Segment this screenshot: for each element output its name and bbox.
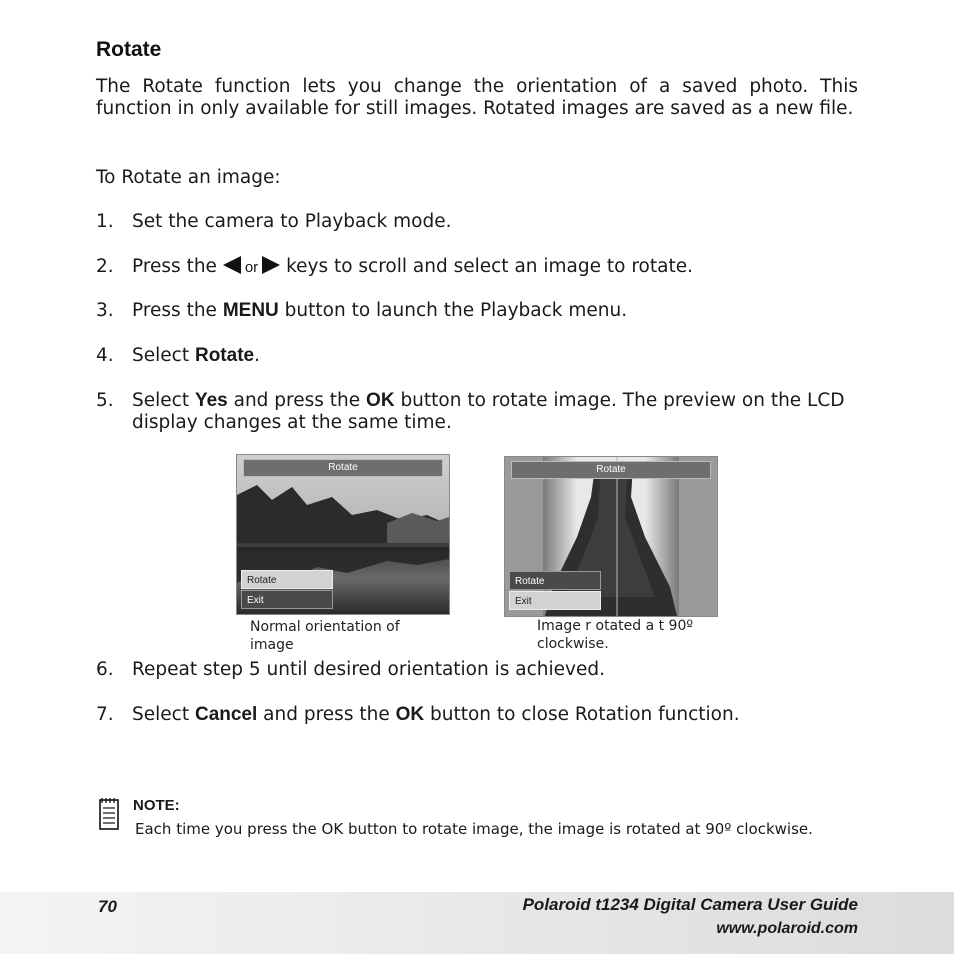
note-text: Each time you press the OK button to rotate image, the image is rotated at 90º clockwise.	[135, 820, 813, 838]
yes-label: Yes	[194, 390, 228, 411]
step-text-mid: and press the	[233, 390, 361, 411]
step-number: 4.	[96, 345, 114, 366]
step-text	[132, 390, 862, 434]
step-text-pre: Select	[132, 345, 190, 366]
step-text: Set the camera to Playback mode.	[132, 211, 452, 232]
step-number: 7.	[96, 704, 114, 725]
caption-rotated: Image r otated a t 90º clockwise.	[537, 618, 693, 652]
menu-key-label: MENU	[222, 300, 279, 321]
step-text	[132, 345, 862, 367]
page-number: 70	[98, 897, 117, 916]
step-text	[132, 704, 862, 726]
caption-normal: Normal orientation of image	[250, 619, 400, 653]
step-text-mid: and press the	[263, 704, 390, 725]
cancel-label: Cancel	[194, 704, 258, 725]
step-text	[132, 256, 862, 279]
step-text-post: button to close Rotation function.	[429, 704, 740, 725]
guide-title: Polaroid t1234 Digital Camera User Guide	[522, 895, 858, 914]
screen-title-bar: Rotate	[243, 459, 443, 477]
intro-paragraph: The Rotate function lets you change the orientation of a saved photo. This function in only available for still images. Rotated images are saved as a new file.	[96, 76, 858, 119]
menu-item-rotate: Rotate	[509, 571, 601, 590]
lcd-screen-normal	[236, 454, 450, 615]
step-number: 3.	[96, 300, 114, 321]
step-text-post: .	[254, 345, 260, 366]
step-number: 2.	[96, 256, 114, 277]
step-text-pre: Select	[132, 704, 190, 725]
lead-text: To Rotate an image:	[96, 167, 281, 188]
screen-title-bar: Rotate	[511, 461, 711, 479]
step-text-pre: Press the	[132, 256, 217, 277]
step-number: 6.	[96, 659, 114, 680]
step-number: 1.	[96, 211, 114, 232]
step-text-post: button to launch the Playback menu.	[284, 300, 628, 321]
step-number: 5.	[96, 390, 114, 411]
ok-label: OK	[395, 704, 425, 725]
left-arrow-icon	[223, 256, 241, 274]
lcd-screen-rotated	[504, 456, 718, 617]
ok-label: OK	[366, 390, 395, 411]
step-text-post: keys to scroll and select an image to rotate.	[286, 256, 693, 277]
right-arrow-icon	[262, 256, 280, 274]
step-text-post: button to rotate image. The preview on the LCD display changes at the same time.	[132, 390, 845, 433]
rotate-label: Rotate	[194, 345, 255, 366]
step-text: Repeat step 5 until desired orientation is achieved.	[132, 659, 605, 680]
step-text	[132, 300, 862, 322]
note-label: NOTE:	[133, 797, 180, 814]
section-heading: Rotate	[96, 38, 162, 61]
menu-item-exit: Exit	[509, 591, 601, 610]
step-text-pre: Press the	[132, 300, 217, 321]
menu-item-exit: Exit	[241, 590, 333, 609]
notepad-icon	[98, 797, 120, 831]
or-text: or	[244, 259, 259, 276]
step-text-pre: Select	[132, 390, 190, 411]
website-url: www.polaroid.com	[716, 920, 858, 937]
menu-item-rotate: Rotate	[241, 570, 333, 589]
